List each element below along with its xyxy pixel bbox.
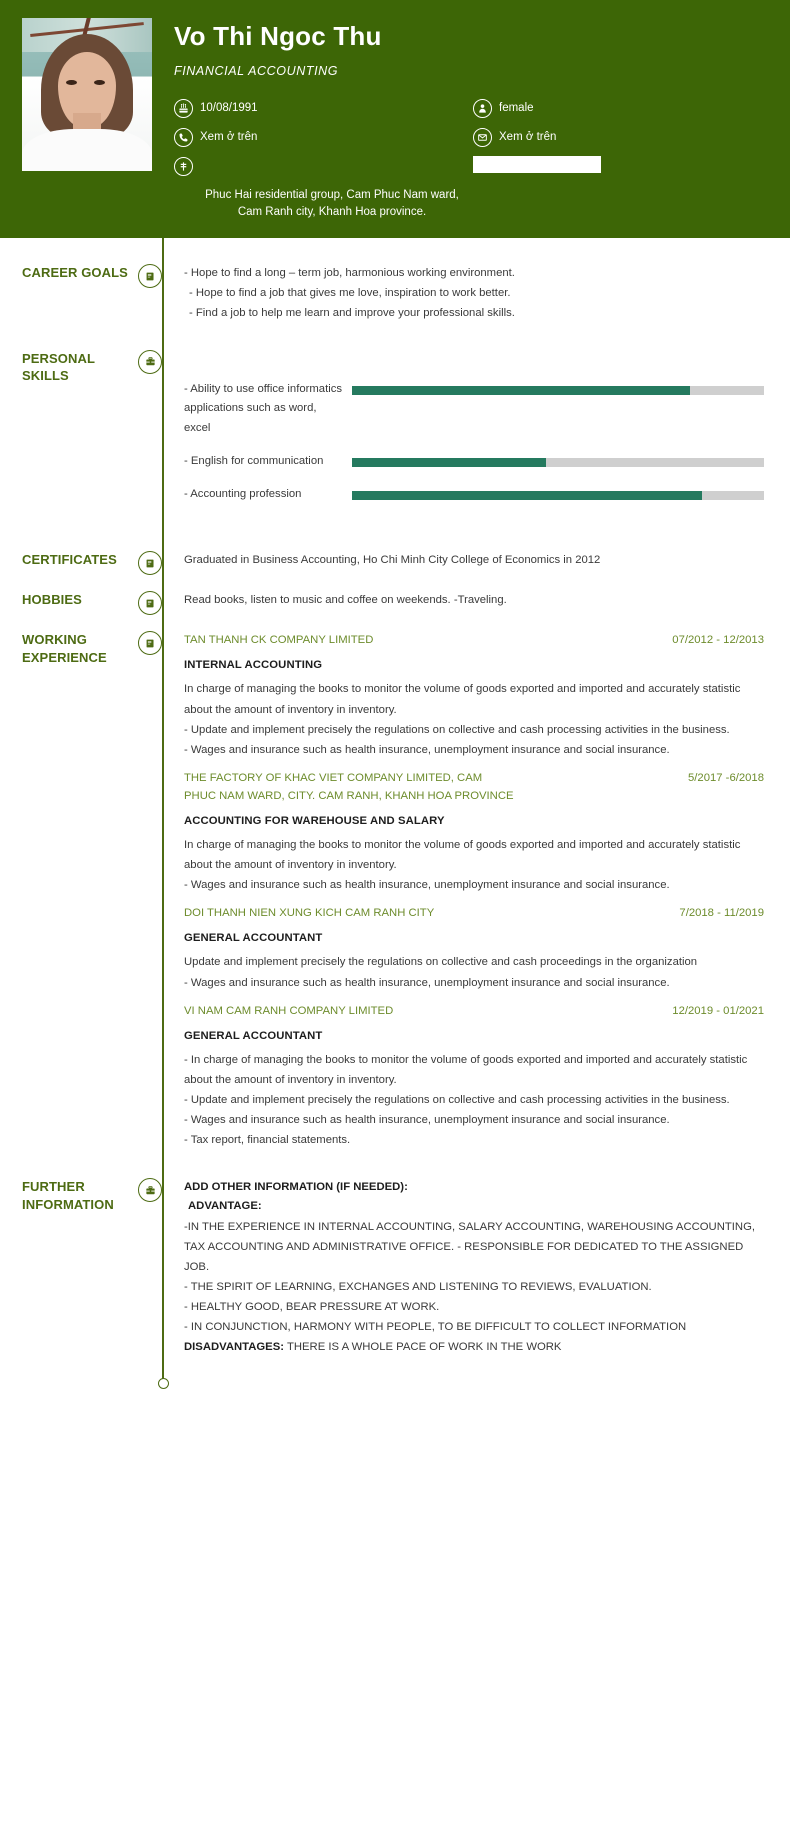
experience-header	[184, 769, 764, 805]
section-label-line1: FURTHER	[22, 1179, 85, 1195]
experience-item	[184, 769, 764, 895]
disadvantages-line	[184, 1337, 764, 1357]
experience-item	[184, 1002, 764, 1151]
company-name: VI NAM CAM RANH COMPANY LIMITED	[184, 1004, 394, 1017]
cake-icon	[174, 99, 193, 118]
photo-eye-right	[94, 80, 105, 85]
contact-address	[174, 156, 469, 176]
gender-value: female	[499, 101, 534, 114]
company-name: DOI THANH NIEN XUNG KICH CAM RANH CITY	[184, 907, 435, 920]
section-label-career-goals: CAREER GOALS	[22, 265, 128, 281]
further-info-line: - IN CONJUNCTION, HARMONY WITH PEOPLE, TO BE DIFFICULT TO COLLECT INFORMATION	[184, 1321, 687, 1334]
job-duty: Update and implement precisely the regulations on collective and cash proceedings in the organization	[184, 956, 698, 969]
location-icon	[174, 157, 193, 176]
book-icon	[138, 591, 162, 615]
job-duty: - In charge of managing the books to monitor the volume of goods exported and imported and accurately statistic about the amount of inventory in inventory.	[184, 1053, 748, 1086]
skill-row	[184, 380, 764, 439]
book-icon	[138, 631, 162, 655]
section-body-further-information	[162, 1178, 764, 1357]
section-label-working-experience	[0, 631, 150, 666]
skill-bar-track	[352, 386, 764, 395]
phone-icon	[174, 128, 193, 147]
disadvantages-text: THERE IS A WHOLE PACE OF WORK IN THE WORK	[284, 1341, 562, 1354]
experience-header	[184, 1002, 764, 1020]
photo-shirt	[22, 129, 152, 171]
certificate-text: Graduated in Business Accounting, Ho Chi Minh City College of Economics in 2012	[184, 554, 601, 567]
job-duty: - Update and implement precisely the regulations on collective and cash processing activities in the business.	[184, 723, 730, 736]
birthday-value: 10/08/1991	[200, 101, 258, 114]
disadvantages-label: DISADVANTAGES:	[184, 1341, 285, 1354]
further-info-line: -IN THE EXPERIENCE IN INTERNAL ACCOUNTING, SALARY ACCOUNTING, WAREHOUSING ACCOUNTING, TAX ACCOUNTING AND ADMINISTRATIVE OFFICE. - RESPONSIBLE FOR DEDICATED TO THE ASSIGNED JOB.	[184, 1220, 755, 1273]
section-body-hobbies	[162, 591, 764, 611]
further-info-line: - THE SPIRIT OF LEARNING, EXCHANGES AND LISTENING TO REVIEWS, EVALUATION.	[184, 1280, 652, 1293]
experience-item	[184, 631, 764, 760]
section-label-personal-skills	[0, 350, 150, 385]
skill-label: - Ability to use office informatics applications such as word, excel	[184, 382, 343, 435]
employment-period: 7/2018 - 11/2019	[679, 907, 764, 920]
skill-bar-track	[352, 458, 764, 467]
skill-label: - English for communication	[184, 454, 324, 467]
section-label-line1: PERSONAL	[22, 350, 96, 366]
contact-email	[473, 127, 768, 147]
job-role: INTERNAL ACCOUNTING	[184, 659, 323, 672]
job-duty: - Tax report, financial statements.	[184, 1134, 351, 1147]
career-goal-line: - Find a job to help me learn and improve your professional skills.	[189, 306, 515, 319]
book-icon	[138, 551, 162, 575]
section-body-personal-skills	[162, 350, 764, 518]
company-name: TAN THANH CK COMPANY LIMITED	[184, 634, 374, 647]
person-icon	[473, 99, 492, 118]
contact-birthday	[174, 98, 469, 118]
job-role: GENERAL ACCOUNTANT	[184, 1029, 323, 1042]
skill-row	[184, 485, 764, 505]
further-info-line: - HEALTHY GOOD, BEAR PRESSURE AT WORK.	[184, 1301, 440, 1313]
section-label-line2: SKILLS	[22, 368, 69, 384]
skill-bar-fill	[352, 386, 690, 395]
job-duty: - Wages and insurance such as health insurance, unemployment insurance and social insurance.	[184, 743, 670, 756]
header-main	[174, 18, 768, 222]
section-personal-skills	[0, 350, 790, 518]
section-label-hobbies: HOBBIES	[22, 592, 82, 608]
job-duty: - Wages and insurance such as health insurance, unemployment insurance and social insurance.	[184, 1114, 670, 1127]
section-body-career-goals	[162, 264, 764, 323]
section-hobbies	[0, 591, 790, 615]
skill-row	[184, 452, 764, 472]
profile-photo	[22, 18, 152, 171]
job-duty: - Wages and insurance such as health insurance, unemployment insurance and social insurance.	[184, 976, 670, 989]
job-duty: In charge of managing the books to monitor the volume of goods exported and imported and accurately statistic about the amount of inventory in inventory.	[184, 839, 741, 872]
hobbies-text: Read books, listen to music and coffee on weekends. -Traveling.	[184, 594, 507, 607]
section-career-goals	[0, 264, 790, 323]
further-info-heading: ADD OTHER INFORMATION (IF NEEDED):	[184, 1181, 408, 1194]
contact-grid	[174, 98, 768, 223]
envelope-icon	[473, 128, 492, 147]
contact-phone	[174, 127, 469, 147]
page-title: Vo Thi Ngoc Thu	[174, 21, 382, 51]
book-icon	[138, 264, 162, 288]
photo-eye-left	[66, 80, 77, 85]
redacted-field	[473, 156, 601, 173]
section-label-line2: INFORMATION	[22, 1196, 114, 1212]
career-goal-line: - Hope to find a job that gives me love, inspiration to work better.	[189, 286, 511, 299]
job-role: GENERAL ACCOUNTANT	[184, 932, 323, 945]
employment-period: 12/2019 - 01/2021	[672, 1004, 764, 1017]
section-body-working-experience	[162, 631, 764, 1152]
employment-period: 07/2012 - 12/2013	[672, 634, 764, 647]
job-duty: - Update and implement precisely the regulations on collective and cash processing activities in the business.	[184, 1093, 730, 1106]
section-body-certificates	[162, 551, 764, 571]
employment-period: 5/2017 -6/2018	[687, 771, 764, 784]
job-duty: In charge of managing the books to monitor the volume of goods exported and imported and accurately statistic about the amount of inventory in inventory.	[184, 683, 741, 716]
company-name: THE FACTORY OF KHAC VIET COMPANY LIMITED, CAM PHUC NAM WARD, CITY. CAM RANH, KHANH HOA PROVINCE	[184, 771, 514, 802]
experience-header	[184, 904, 764, 922]
briefcase-icon	[138, 1178, 162, 1202]
section-working-experience	[0, 631, 790, 1152]
experience-header	[184, 631, 764, 649]
section-label-further-information	[0, 1178, 150, 1213]
contact-gender	[473, 98, 768, 118]
address-value: Phuc Hai residential group, Cam Phuc Nam ward, Cam Ranh city, Khanh Hoa province.	[205, 188, 459, 219]
skill-bar-fill	[352, 491, 702, 500]
section-label-line2: EXPERIENCE	[22, 649, 107, 665]
skill-bar-fill	[352, 458, 546, 467]
section-label-certificates: CERTIFICATES	[22, 552, 117, 568]
address-block	[174, 187, 768, 223]
section-label-line1: WORKING	[22, 632, 87, 648]
section-certificates	[0, 551, 790, 575]
resume-header	[0, 0, 790, 238]
job-duty: - Wages and insurance such as health insurance, unemployment insurance and social insurance.	[184, 879, 670, 892]
section-further-information	[0, 1178, 790, 1357]
skill-bar-track	[352, 491, 764, 500]
email-value: Xem ở trên	[499, 130, 557, 143]
resume-body	[0, 238, 790, 1397]
contact-redacted	[473, 156, 768, 176]
skill-label: - Accounting profession	[184, 487, 302, 500]
briefcase-icon	[138, 350, 162, 374]
advantage-label: ADVANTAGE:	[188, 1200, 262, 1213]
experience-item	[184, 904, 764, 992]
job-role: ACCOUNTING FOR WAREHOUSE AND SALARY	[184, 814, 445, 827]
job-title: FINANCIAL ACCOUNTING	[174, 63, 339, 78]
phone-value: Xem ở trên	[200, 130, 258, 143]
career-goal-line: - Hope to find a long – term job, harmonious working environment.	[184, 267, 515, 280]
